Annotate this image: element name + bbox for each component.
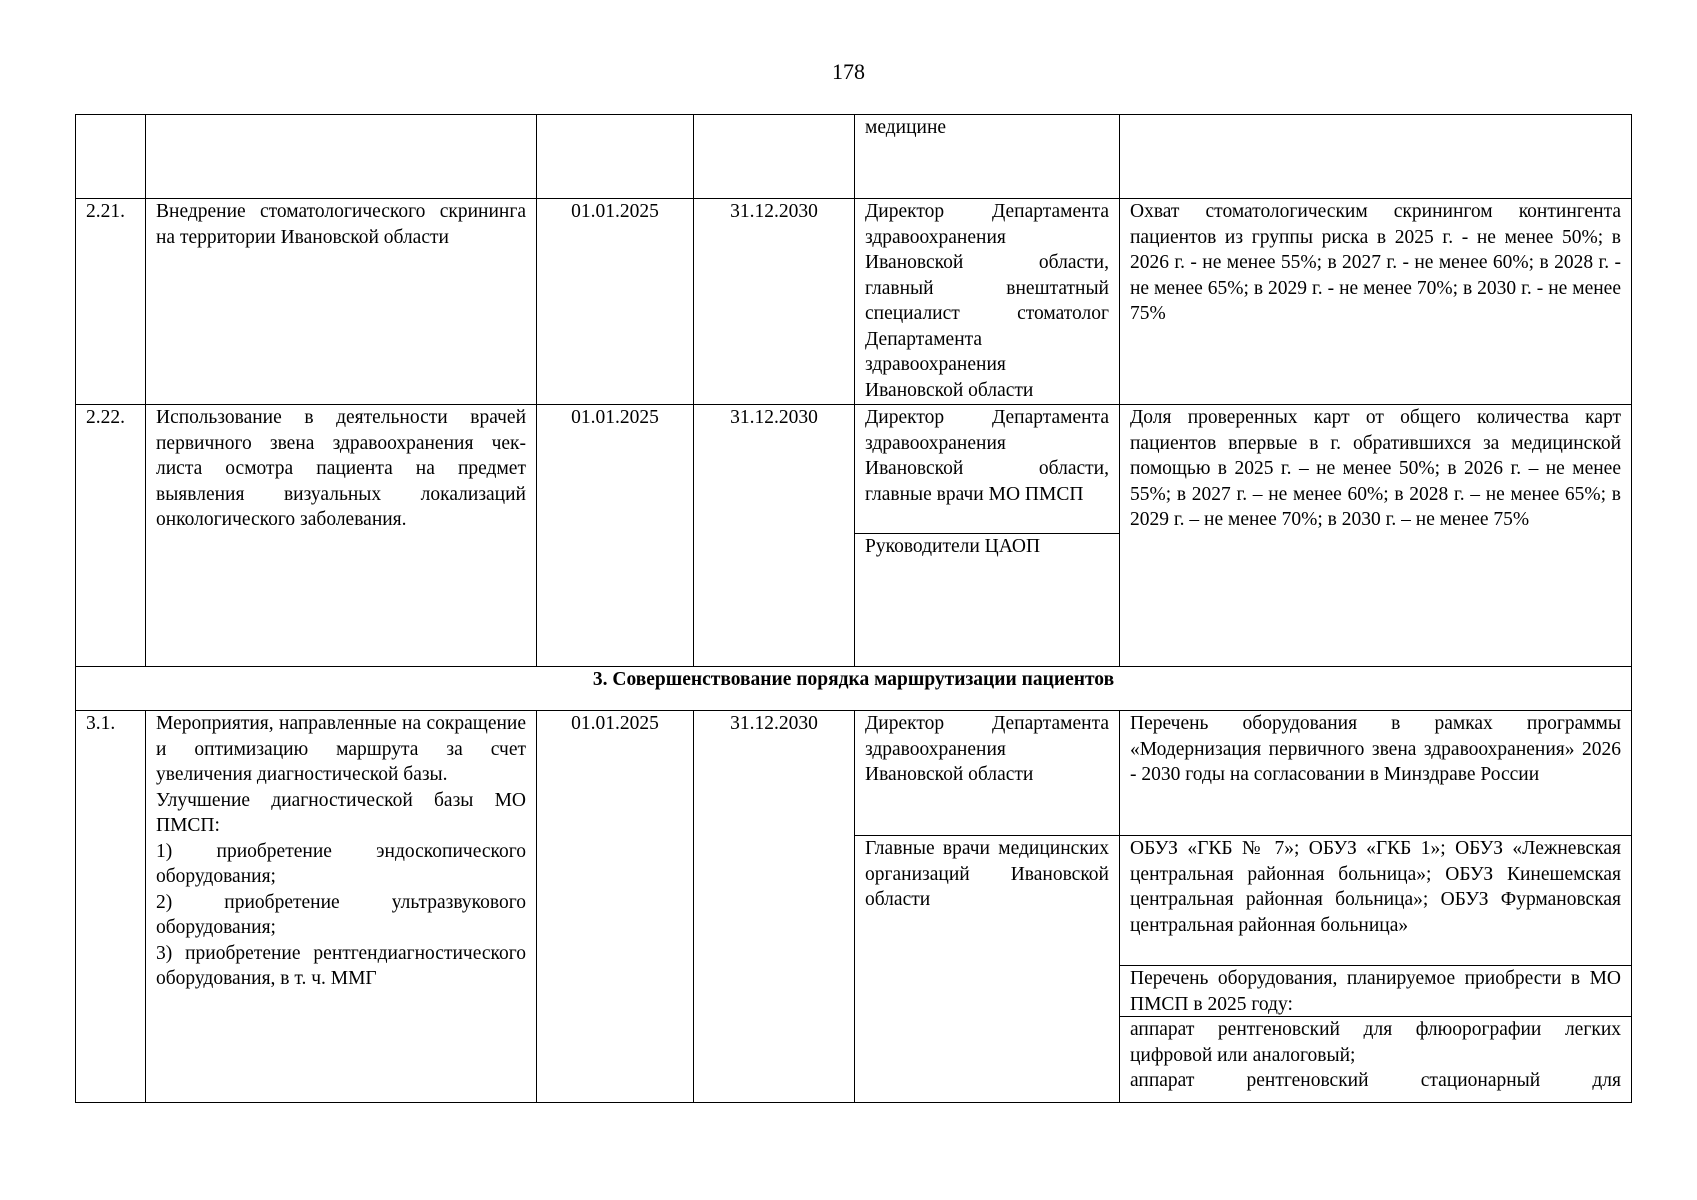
cell-num: [76, 115, 146, 199]
cell-result: Доля проверенных карт от общего количества карт пациентов впервые в г. обратившихся за медицинской помощью в 2025 г. – не менее 50%; в 2026 г. – не менее 55%; в 2027 г. – не менее 60%; в 2028 г. – не менее 65%; в 2029 г. – не менее 70%; в 2030 г. – не менее 75%: [1120, 405, 1632, 667]
event-line-1: Мероприятия, направленные на сокращение и оптимизацию маршрута за счет увеличения диагностической базы.: [156, 713, 526, 785]
cell-event: [146, 711, 537, 1103]
event-line-3: 1) приобретение эндоскопического оборудования;: [156, 840, 526, 887]
table-row-2-21: [76, 199, 1632, 405]
result-equipment-list: [1120, 1016, 1631, 1094]
cell-event: Использование в деятельности врачей первичного звена здравоохранения чек-листа осмотра пациента на предмет выявления визуальных локализаций онкологического заболевания.: [146, 405, 537, 667]
event-line-2: Улучшение диагностической базы МО ПМСП:: [156, 789, 526, 836]
cell-event: Внедрение стоматологического скрининга на территории Ивановской области: [146, 199, 537, 405]
table-row-2-22: [76, 405, 1632, 667]
measures-table: [75, 114, 1632, 1103]
cell-result: Охват стоматологическим скринингом контингента пациентов из группы риска в 2025 г. - не менее 50%; в 2026 г. - не менее 55%; в 2027 г. - не менее 60%; в 2028 г. - не менее 65%; в 2029 г. - не менее 70%; в 2030 г. - не менее 75%: [1120, 199, 1632, 405]
responsible-caop: Руководители ЦАОП: [855, 533, 1119, 560]
cell-responsible: [855, 711, 1120, 1103]
section-header-row: [76, 667, 1632, 711]
result-equipment-program: Перечень оборудования в рамках программы «Модернизация первичного звена здравоохранения» 2026 - 2030 годы на согласовании в Минздраве России: [1130, 713, 1621, 785]
cell-num: 2.22.: [76, 405, 146, 667]
event-line-4: 2) приобретение ультразвукового оборудования;: [156, 891, 526, 938]
result-item-stationary: аппарат рентгеновский стационарный для: [1130, 1070, 1621, 1091]
result-equipment-2025: Перечень оборудования, планируемое приобрести в МО ПМСП в 2025 году:: [1120, 965, 1631, 1016]
table-row-continuation: [76, 115, 1632, 199]
cell-end-date: 31.12.2030: [694, 405, 855, 667]
table-row-3-1: [76, 711, 1632, 1103]
cell-event: [146, 115, 537, 199]
responsible-director: Директор Департамента здравоохранения Ивановской области: [865, 713, 1109, 785]
cell-end-date: 31.12.2030: [694, 711, 855, 1103]
cell-result: [1120, 711, 1632, 1103]
cell-result: [1120, 115, 1632, 199]
cell-start-date: 01.01.2025: [537, 405, 694, 667]
page-number: 178: [832, 59, 865, 84]
cell-end-date: 31.12.2030: [694, 199, 855, 405]
cell-start-date: 01.01.2025: [537, 199, 694, 405]
responsible-directors: Директор Департамента здравоохранения Ивановской области, главные врачи МО ПМСП: [865, 407, 1109, 505]
section-title: 3. Совершенствование порядка маршрутизации пациентов: [76, 667, 1632, 711]
event-line-5: 3) приобретение рентгендиагностического оборудования, в т. ч. ММГ: [156, 942, 526, 989]
cell-responsible: [855, 405, 1120, 667]
cell-end-date: [694, 115, 855, 199]
cell-num: 2.21.: [76, 199, 146, 405]
cell-responsible: медицине: [855, 115, 1120, 199]
cell-num: 3.1.: [76, 711, 146, 1103]
result-item-fluorography: аппарат рентгеновский для флюорографии легких цифровой или аналоговый;: [1130, 1019, 1621, 1066]
cell-start-date: [537, 115, 694, 199]
responsible-chief-doctors: Главные врачи медицинских организаций Ивановской области: [855, 835, 1119, 913]
result-organizations: ОБУЗ «ГКБ № 7»; ОБУЗ «ГКБ 1»; ОБУЗ «Лежневская центральная районная больница»; ОБУЗ Кинешемская центральная районная больница»; ОБУЗ Фурмановская центральная районная больница»: [1120, 835, 1631, 965]
cell-responsible: Директор Департамента здравоохранения Ивановской области, главный внештатный специалист стоматолог Департамента здравоохранения Ивановской области: [855, 199, 1120, 405]
cell-start-date: 01.01.2025: [537, 711, 694, 1103]
